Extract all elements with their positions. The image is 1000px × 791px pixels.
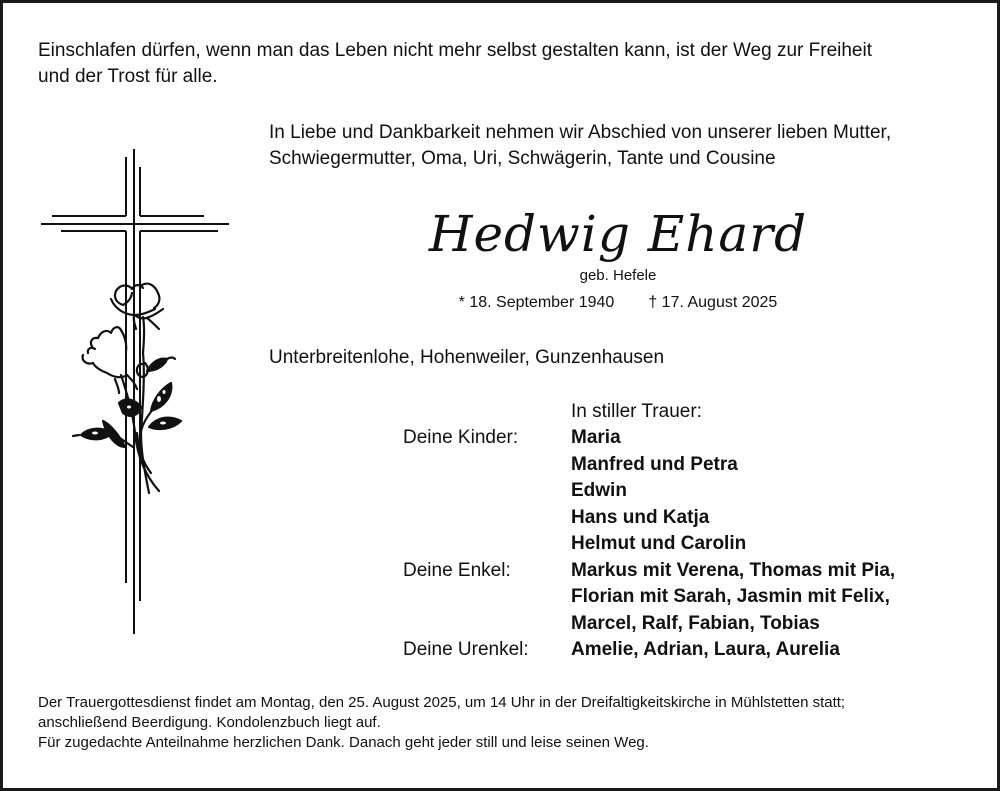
mourner-name: Florian mit Sarah, Jasmin mit Felix, [571,586,890,607]
footer-line: Der Trauergottesdienst findet am Montag, den 25. August 2025, um 14 Uhr in der Dreifaltigkeitskirche in Mühlstetten statt; [38,694,846,711]
mourner-group-label: Deine Kinder: [403,427,519,448]
mourner-name: Markus mit Verena, Thomas mit Pia, [571,559,896,581]
mourner-names [571,425,746,558]
mourner-name: Edwin [571,480,627,501]
life-dates [403,292,833,314]
footer-line: Für zugedachte Anteilnahme herzlichen Dank. Danach geht jeder still und leise seinen Weg. [38,734,649,751]
deceased-name: Hedwig Ehard [428,205,808,263]
mourner-group-children [403,425,895,558]
cross-with-rose-icon [33,143,243,643]
opening-quote [38,38,872,90]
intro-text [269,120,891,172]
footer-line: anschließend Beerdigung. Kondolenzbuch liegt auf. [38,714,381,731]
mourner-group-label: Deine Urenkel: [403,639,529,660]
mourner-names [571,558,895,638]
intro-line: In Liebe und Dankbarkeit nehmen wir Abschied von unserer lieben Mutter, [269,122,892,143]
mourner-name: Hans und Katja [571,506,710,528]
intro-line: Schwiegermutter, Oma, Uri, Schwägerin, Tante und Cousine [269,148,776,169]
mourners-list [403,425,895,664]
mourner-names [571,637,840,664]
mourner-name: Amelie, Adrian, Laura, Aurelia [571,639,840,660]
mourners-heading: In stiller Trauer: [571,401,702,422]
mourner-name: Helmut und Carolin [571,533,747,554]
quote-line: und der Trost für alle. [38,66,218,87]
mourner-name: Maria [571,427,621,448]
mourner-group-label: Deine Enkel: [403,559,511,581]
places: Unterbreitenlohe, Hohenweiler, Gunzenhausen [269,347,665,368]
death-date: † 17. August 2025 [648,294,778,311]
service-info [38,693,845,753]
birth-date: * 18. September 1940 [458,294,615,311]
mourner-group-grandchildren [403,558,895,638]
mourner-name: Marcel, Ralf, Fabian, Tobias [571,612,820,634]
mourner-group-great-grandchildren [403,637,895,664]
mourner-name: Manfred und Petra [571,453,738,475]
quote-line: Einschlafen dürfen, wenn man das Leben nicht mehr selbst gestalten kann, ist der Weg zur Freiheit [38,40,872,61]
birth-name: geb. Hefele [579,267,657,284]
